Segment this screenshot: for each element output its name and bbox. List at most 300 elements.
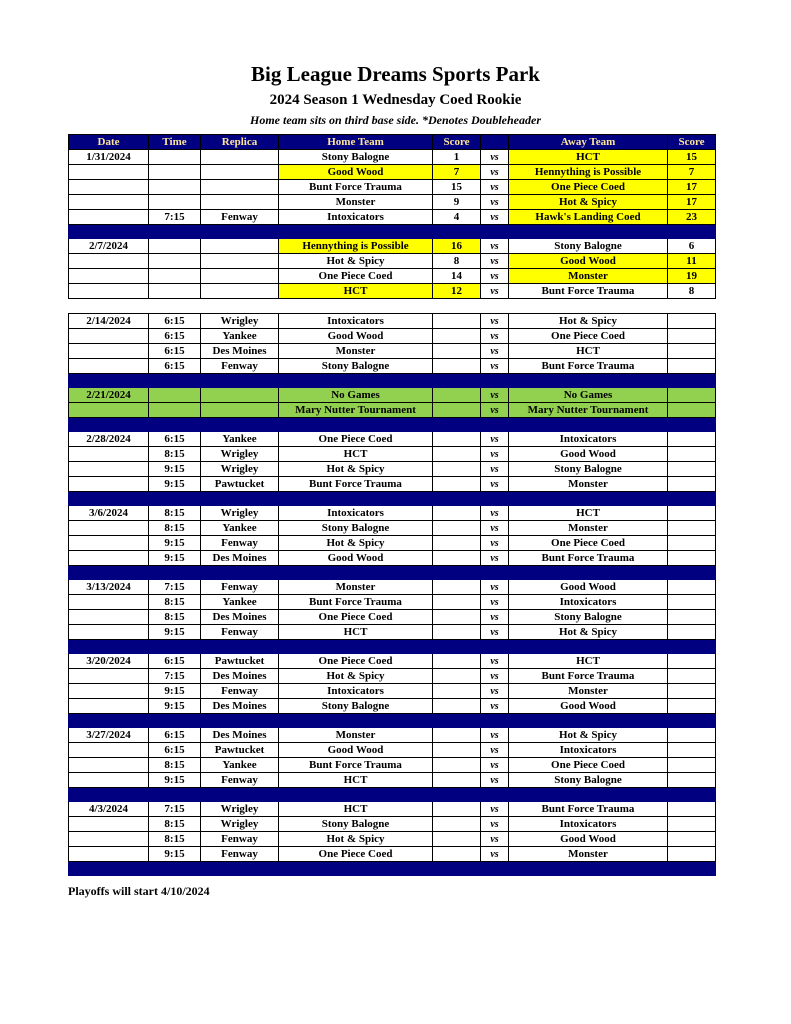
vs-cell: vs — [481, 477, 509, 492]
vs-cell: vs — [481, 150, 509, 165]
time-cell: 8:15 — [149, 521, 201, 536]
date-cell — [69, 165, 149, 180]
date-cell — [69, 254, 149, 269]
home-cell: Bunt Force Trauma — [279, 595, 433, 610]
home-score-cell — [433, 802, 481, 817]
home-score-cell — [433, 447, 481, 462]
away-cell: Bunt Force Trauma — [509, 551, 668, 566]
home-score-cell — [433, 580, 481, 595]
away-cell: Good Wood — [509, 580, 668, 595]
vs-cell: vs — [481, 403, 509, 418]
time-cell: 7:15 — [149, 210, 201, 225]
date-cell: 3/13/2024 — [69, 580, 149, 595]
time-cell: 8:15 — [149, 506, 201, 521]
home-score-cell — [433, 773, 481, 788]
away-score-cell — [668, 758, 716, 773]
header-away-score: Score — [668, 135, 716, 150]
away-cell: HCT — [509, 506, 668, 521]
home-score-cell — [433, 728, 481, 743]
game-row — [69, 239, 716, 254]
date-cell — [69, 477, 149, 492]
game-row — [69, 669, 716, 684]
date-cell — [69, 195, 149, 210]
home-cell: Monster — [279, 344, 433, 359]
away-score-cell — [668, 669, 716, 684]
vs-cell: vs — [481, 284, 509, 299]
date-cell — [69, 684, 149, 699]
away-score-cell — [668, 506, 716, 521]
vs-cell: vs — [481, 239, 509, 254]
away-score-cell — [668, 773, 716, 788]
away-cell: Hot & Spicy — [509, 625, 668, 640]
date-cell — [69, 610, 149, 625]
page-title: Big League Dreams Sports Park — [251, 62, 540, 86]
away-cell: Hawk's Landing Coed — [509, 210, 668, 225]
vs-cell: vs — [481, 699, 509, 714]
vs-cell: vs — [481, 269, 509, 284]
home-cell: Monster — [279, 728, 433, 743]
home-score-cell — [433, 432, 481, 447]
game-row — [69, 773, 716, 788]
away-cell: Good Wood — [509, 447, 668, 462]
time-cell: 8:15 — [149, 817, 201, 832]
away-cell: Hot & Spicy — [509, 314, 668, 329]
home-team-note: Home team sits on third base side. *Denotes Doubleheader — [250, 113, 541, 127]
vs-cell: vs — [481, 388, 509, 403]
time-cell — [149, 254, 201, 269]
game-row — [69, 477, 716, 492]
replica-cell: Yankee — [201, 329, 279, 344]
replica-cell: Des Moines — [201, 669, 279, 684]
header-date: Date — [69, 135, 149, 150]
away-score-cell — [668, 595, 716, 610]
away-cell: Hennything is Possible — [509, 165, 668, 180]
date-cell — [69, 269, 149, 284]
home-cell: HCT — [279, 773, 433, 788]
vs-cell: vs — [481, 314, 509, 329]
game-row — [69, 743, 716, 758]
date-cell — [69, 699, 149, 714]
header-home-score: Score — [433, 135, 481, 150]
date-cell — [69, 832, 149, 847]
home-cell: Intoxicators — [279, 210, 433, 225]
replica-cell — [201, 150, 279, 165]
time-cell — [149, 195, 201, 210]
date-cell — [69, 521, 149, 536]
time-cell: 9:15 — [149, 551, 201, 566]
date-cell — [69, 743, 149, 758]
vs-cell: vs — [481, 580, 509, 595]
time-cell: 6:15 — [149, 359, 201, 374]
away-cell: Intoxicators — [509, 743, 668, 758]
away-score-cell: 17 — [668, 195, 716, 210]
home-cell: One Piece Coed — [279, 847, 433, 862]
home-score-cell: 16 — [433, 239, 481, 254]
home-cell: Hot & Spicy — [279, 254, 433, 269]
away-cell: Good Wood — [509, 699, 668, 714]
time-cell: 8:15 — [149, 595, 201, 610]
replica-cell: Fenway — [201, 832, 279, 847]
week-separator-bar — [69, 788, 716, 802]
away-score-cell — [668, 477, 716, 492]
vs-cell: vs — [481, 669, 509, 684]
time-cell: 8:15 — [149, 447, 201, 462]
replica-cell: Yankee — [201, 758, 279, 773]
date-cell: 4/3/2024 — [69, 802, 149, 817]
home-cell: No Games — [279, 388, 433, 403]
away-score-cell — [668, 625, 716, 640]
away-cell: Good Wood — [509, 254, 668, 269]
away-cell: HCT — [509, 150, 668, 165]
date-cell — [69, 817, 149, 832]
home-cell: Stony Balogne — [279, 699, 433, 714]
home-cell: Bunt Force Trauma — [279, 477, 433, 492]
away-score-cell — [668, 654, 716, 669]
home-score-cell: 4 — [433, 210, 481, 225]
time-cell: 6:15 — [149, 743, 201, 758]
date-cell — [69, 447, 149, 462]
week-separator-bar — [69, 492, 716, 506]
game-row — [69, 699, 716, 714]
away-cell: Intoxicators — [509, 817, 668, 832]
home-score-cell — [433, 625, 481, 640]
home-score-cell — [433, 359, 481, 374]
away-score-cell — [668, 551, 716, 566]
away-cell: Stony Balogne — [509, 239, 668, 254]
home-cell: Hot & Spicy — [279, 462, 433, 477]
away-cell: Monster — [509, 684, 668, 699]
replica-cell: Pawtucket — [201, 477, 279, 492]
home-cell: Intoxicators — [279, 314, 433, 329]
week-separator-bar — [69, 374, 716, 388]
replica-cell: Fenway — [201, 773, 279, 788]
home-score-cell — [433, 314, 481, 329]
home-cell: Good Wood — [279, 551, 433, 566]
game-row — [69, 580, 716, 595]
time-cell: 7:15 — [149, 669, 201, 684]
date-cell: 3/27/2024 — [69, 728, 149, 743]
game-row — [69, 210, 716, 225]
game-row — [69, 610, 716, 625]
away-score-cell — [668, 610, 716, 625]
home-score-cell — [433, 462, 481, 477]
replica-cell: Fenway — [201, 847, 279, 862]
away-score-cell — [668, 388, 716, 403]
replica-cell — [201, 239, 279, 254]
time-cell: 6:15 — [149, 314, 201, 329]
replica-cell: Fenway — [201, 580, 279, 595]
home-cell: HCT — [279, 447, 433, 462]
date-cell — [69, 210, 149, 225]
away-score-cell — [668, 462, 716, 477]
vs-cell: vs — [481, 254, 509, 269]
replica-cell: Wrigley — [201, 447, 279, 462]
home-score-cell — [433, 654, 481, 669]
away-score-cell: 17 — [668, 180, 716, 195]
game-row — [69, 832, 716, 847]
game-row — [69, 506, 716, 521]
vs-cell: vs — [481, 625, 509, 640]
away-score-cell — [668, 344, 716, 359]
vs-cell: vs — [481, 447, 509, 462]
home-score-cell — [433, 506, 481, 521]
replica-cell — [201, 284, 279, 299]
replica-cell: Des Moines — [201, 344, 279, 359]
away-score-cell — [668, 536, 716, 551]
away-cell: Stony Balogne — [509, 773, 668, 788]
table-header-row — [69, 135, 716, 150]
header-away-team: Away Team — [509, 135, 668, 150]
home-score-cell — [433, 329, 481, 344]
game-row — [69, 758, 716, 773]
vs-cell: vs — [481, 802, 509, 817]
away-score-cell: 6 — [668, 239, 716, 254]
vs-cell: vs — [481, 847, 509, 862]
home-score-cell — [433, 403, 481, 418]
week-separator-bar — [69, 862, 716, 876]
replica-cell: Wrigley — [201, 802, 279, 817]
vs-cell: vs — [481, 506, 509, 521]
date-cell — [69, 625, 149, 640]
home-cell: Hot & Spicy — [279, 832, 433, 847]
away-score-cell: 7 — [668, 165, 716, 180]
away-cell: One Piece Coed — [509, 180, 668, 195]
week-separator-bar — [69, 566, 716, 580]
away-score-cell — [668, 329, 716, 344]
vs-cell: vs — [481, 758, 509, 773]
away-score-cell: 15 — [668, 150, 716, 165]
away-cell: Stony Balogne — [509, 610, 668, 625]
away-score-cell: 8 — [668, 284, 716, 299]
home-score-cell — [433, 847, 481, 862]
game-row — [69, 728, 716, 743]
home-cell: One Piece Coed — [279, 432, 433, 447]
header-time: Time — [149, 135, 201, 150]
vs-cell: vs — [481, 832, 509, 847]
game-row — [69, 684, 716, 699]
week-separator-bar — [69, 418, 716, 432]
time-cell: 6:15 — [149, 432, 201, 447]
game-row — [69, 165, 716, 180]
replica-cell: Yankee — [201, 432, 279, 447]
week-separator-bar — [69, 225, 716, 239]
game-row — [69, 625, 716, 640]
home-cell: Hot & Spicy — [279, 536, 433, 551]
replica-cell: Des Moines — [201, 728, 279, 743]
home-cell: Hot & Spicy — [279, 669, 433, 684]
away-score-cell: 23 — [668, 210, 716, 225]
away-score-cell — [668, 728, 716, 743]
away-cell: Hot & Spicy — [509, 728, 668, 743]
time-cell: 6:15 — [149, 728, 201, 743]
game-row — [69, 284, 716, 299]
home-cell: Hennything is Possible — [279, 239, 433, 254]
week-separator-bar — [69, 714, 716, 728]
week-separator-bar — [69, 640, 716, 654]
away-cell: Hot & Spicy — [509, 195, 668, 210]
game-row — [69, 254, 716, 269]
date-cell — [69, 329, 149, 344]
game-row — [69, 462, 716, 477]
replica-cell: Des Moines — [201, 610, 279, 625]
away-cell: Intoxicators — [509, 432, 668, 447]
date-cell — [69, 669, 149, 684]
away-cell: Good Wood — [509, 832, 668, 847]
away-score-cell: 19 — [668, 269, 716, 284]
replica-cell: Wrigley — [201, 817, 279, 832]
home-cell: Monster — [279, 580, 433, 595]
home-cell: Stony Balogne — [279, 817, 433, 832]
replica-cell: Fenway — [201, 625, 279, 640]
time-cell: 7:15 — [149, 802, 201, 817]
home-score-cell: 15 — [433, 180, 481, 195]
vs-cell: vs — [481, 610, 509, 625]
home-score-cell — [433, 536, 481, 551]
away-cell: Bunt Force Trauma — [509, 359, 668, 374]
date-cell — [69, 344, 149, 359]
week-separator-bar — [69, 566, 716, 580]
away-score-cell — [668, 847, 716, 862]
game-row — [69, 654, 716, 669]
replica-cell: Yankee — [201, 521, 279, 536]
game-row — [69, 536, 716, 551]
replica-cell: Fenway — [201, 536, 279, 551]
time-cell: 7:15 — [149, 580, 201, 595]
home-score-cell — [433, 344, 481, 359]
away-cell: One Piece Coed — [509, 536, 668, 551]
home-cell: Intoxicators — [279, 684, 433, 699]
vs-cell: vs — [481, 551, 509, 566]
home-cell: Monster — [279, 195, 433, 210]
away-score-cell — [668, 359, 716, 374]
away-cell: Monster — [509, 521, 668, 536]
away-score-cell — [668, 699, 716, 714]
date-cell — [69, 595, 149, 610]
replica-cell — [201, 165, 279, 180]
game-row — [69, 802, 716, 817]
home-score-cell — [433, 595, 481, 610]
away-cell: Bunt Force Trauma — [509, 284, 668, 299]
away-cell: HCT — [509, 344, 668, 359]
date-cell: 3/6/2024 — [69, 506, 149, 521]
home-score-cell: 12 — [433, 284, 481, 299]
home-score-cell — [433, 669, 481, 684]
vs-cell: vs — [481, 728, 509, 743]
home-score-cell — [433, 817, 481, 832]
date-cell — [69, 284, 149, 299]
date-cell — [69, 462, 149, 477]
vs-cell: vs — [481, 432, 509, 447]
time-cell — [149, 165, 201, 180]
away-score-cell — [668, 521, 716, 536]
schedule-table — [68, 134, 716, 876]
date-cell: 2/21/2024 — [69, 388, 149, 403]
time-cell: 6:15 — [149, 344, 201, 359]
replica-cell — [201, 403, 279, 418]
home-score-cell — [433, 684, 481, 699]
date-cell — [69, 773, 149, 788]
vs-cell: vs — [481, 180, 509, 195]
vs-cell: vs — [481, 195, 509, 210]
game-row — [69, 551, 716, 566]
special-event-row — [69, 388, 716, 403]
game-row — [69, 817, 716, 832]
replica-cell: Wrigley — [201, 462, 279, 477]
game-row — [69, 432, 716, 447]
vs-cell: vs — [481, 817, 509, 832]
vs-cell: vs — [481, 773, 509, 788]
header-replica: Replica — [201, 135, 279, 150]
week-separator-bar — [69, 862, 716, 876]
game-row — [69, 847, 716, 862]
replica-cell: Wrigley — [201, 506, 279, 521]
playoffs-note: Playoffs will start 4/10/2024 — [68, 884, 210, 898]
week-separator-bar — [69, 640, 716, 654]
date-cell — [69, 758, 149, 773]
vs-cell: vs — [481, 521, 509, 536]
week-separator-bar — [69, 374, 716, 388]
time-cell: 9:15 — [149, 773, 201, 788]
game-row — [69, 269, 716, 284]
away-score-cell — [668, 580, 716, 595]
home-cell: Bunt Force Trauma — [279, 758, 433, 773]
vs-cell: vs — [481, 595, 509, 610]
away-cell: Bunt Force Trauma — [509, 669, 668, 684]
vs-cell: vs — [481, 654, 509, 669]
time-cell: 8:15 — [149, 758, 201, 773]
home-cell: Good Wood — [279, 329, 433, 344]
away-score-cell — [668, 817, 716, 832]
away-cell: One Piece Coed — [509, 329, 668, 344]
time-cell — [149, 239, 201, 254]
replica-cell — [201, 180, 279, 195]
game-row — [69, 314, 716, 329]
header-home-team: Home Team — [279, 135, 433, 150]
vs-cell: vs — [481, 165, 509, 180]
replica-cell: Pawtucket — [201, 743, 279, 758]
game-row — [69, 521, 716, 536]
time-cell: 9:15 — [149, 536, 201, 551]
week-separator-bar — [69, 492, 716, 506]
replica-cell: Wrigley — [201, 314, 279, 329]
week-separator-bar — [69, 714, 716, 728]
home-score-cell: 8 — [433, 254, 481, 269]
time-cell: 9:15 — [149, 684, 201, 699]
game-row — [69, 180, 716, 195]
home-cell: HCT — [279, 625, 433, 640]
home-cell: Stony Balogne — [279, 359, 433, 374]
game-row — [69, 150, 716, 165]
vs-cell: vs — [481, 462, 509, 477]
home-score-cell — [433, 551, 481, 566]
game-row — [69, 359, 716, 374]
game-row — [69, 447, 716, 462]
game-row — [69, 329, 716, 344]
time-cell — [149, 403, 201, 418]
replica-cell: Des Moines — [201, 699, 279, 714]
time-cell: 8:15 — [149, 610, 201, 625]
replica-cell — [201, 254, 279, 269]
time-cell: 9:15 — [149, 462, 201, 477]
home-cell: HCT — [279, 284, 433, 299]
away-score-cell — [668, 314, 716, 329]
replica-cell: Fenway — [201, 359, 279, 374]
season-subtitle: 2024 Season 1 Wednesday Coed Rookie — [269, 92, 522, 108]
home-cell: Mary Nutter Tournament — [279, 403, 433, 418]
vs-cell: vs — [481, 684, 509, 699]
vs-cell: vs — [481, 359, 509, 374]
home-cell: Intoxicators — [279, 506, 433, 521]
